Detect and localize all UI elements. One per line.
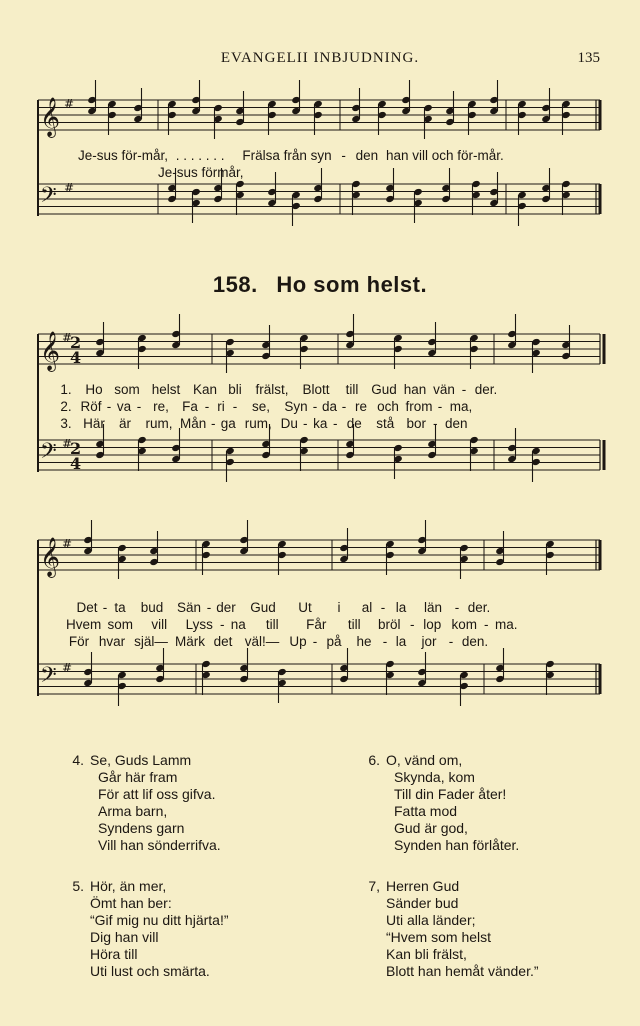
stanza-line: Skynda, kom (394, 769, 475, 785)
lyric-syllable: from (405, 399, 433, 414)
lyric-syllable: he (356, 634, 372, 649)
lyric-syllable: - (312, 399, 318, 414)
key-signature: # (64, 181, 75, 195)
lyric-syllable: der. (474, 382, 498, 397)
lyric-syllable: rum, (244, 416, 272, 431)
lyric-syllable: - (484, 617, 489, 632)
lyric-syllable: han vill och för-mår. (385, 148, 504, 163)
lyric-syllable: Kan (192, 382, 218, 397)
lyric-syllable: det (213, 634, 233, 649)
lyric-syllable: som (114, 382, 140, 397)
lyric-syllable: - (461, 382, 467, 397)
stanza-line: Dig han vill (90, 929, 159, 945)
lyric-syllable: bröl (378, 617, 401, 632)
clef-glyph: 𝄢 (40, 439, 57, 469)
lyric-syllable: jor (421, 634, 437, 649)
stanza-lines (386, 878, 539, 980)
lyric-syllable: rum, (145, 416, 173, 431)
time-signature: 2 (70, 439, 82, 458)
time-signature: 2 (70, 333, 82, 352)
lyric-syllable: den. (461, 634, 489, 649)
lyric-syllable: Röf (80, 399, 102, 414)
lyric-syllable: frälst, (255, 382, 289, 397)
stanza-number: 6. (368, 752, 380, 768)
lyric-syllable: la (395, 600, 407, 615)
stanza-line: Syndens garn (98, 820, 185, 836)
lyric-syllable: Sän (176, 600, 202, 615)
lyric-syllable: ma. (495, 617, 518, 632)
lyric-syllable: ga (220, 416, 236, 431)
lyric-syllable: och (377, 399, 399, 414)
lyric-syllable: - (448, 634, 454, 649)
clef-glyph: 𝄢 (40, 663, 57, 693)
clef-glyph: 𝄞 (40, 537, 61, 577)
stanza-line: “Hvem som helst (386, 929, 492, 945)
lyric-syllable: - (333, 416, 338, 431)
top-lyric-line (78, 148, 608, 163)
stanza-line: “Gif mig nu ditt hjärta!” (90, 912, 229, 928)
stanza-line: Synden han förlåter. (394, 837, 520, 853)
lyric-syllable: - (303, 416, 308, 431)
lyric-syllable: hvar (98, 634, 126, 649)
lyric-syllable: der (216, 600, 236, 615)
lyric-syllable: Je-sus för-mår, (78, 148, 169, 163)
stanza-line: O, vänd om, (386, 752, 463, 768)
lyric-syllable: ri (217, 399, 225, 414)
lyric-syllable: Här (83, 416, 105, 431)
hymn-name: Ho som helst. (276, 272, 428, 297)
lyric-syllable: till (265, 617, 279, 632)
lyric-syllable: da (322, 399, 338, 414)
lyric-syllable: Märk (175, 634, 205, 649)
lyric-syllable: ka (313, 416, 328, 431)
stanza-line: Se, Guds Lamm (90, 752, 192, 768)
key-signature: # (64, 97, 75, 111)
lyric-syllable: re, (153, 399, 169, 414)
stanza-line: För att lif oss gifva. (98, 786, 216, 802)
lyric-syllable: - (136, 399, 142, 414)
lyric-syllable: 3. (60, 416, 72, 431)
lyric-syllable: la (395, 634, 407, 649)
lyric-syllable: Lyss (185, 617, 213, 632)
lyric-syllable: - (204, 399, 210, 414)
lyric-syllable: län (423, 600, 442, 615)
lyric-syllable: han (403, 382, 427, 397)
stanza-line: Blott han hemåt vänder.” (386, 963, 539, 979)
lyric-syllable: som (107, 617, 134, 632)
lyric-verse-2 (56, 399, 479, 414)
lyric-syllable: själ— (134, 634, 168, 649)
lyric-syllable: - (382, 634, 388, 649)
stanza-lines (90, 752, 221, 854)
key-signature: # (62, 537, 73, 551)
stanza-lines (90, 878, 229, 980)
lyric-syllable: - (454, 600, 460, 615)
lyric-syllable: Syn (284, 399, 308, 414)
lyric-syllable: - (232, 399, 238, 414)
lyric-syllable: stå (376, 416, 395, 431)
lyric-syllable: Blott (302, 382, 330, 397)
lyric-syllable: - (380, 600, 386, 615)
lyric-syllable: Frälsa från syn (242, 148, 332, 163)
time-signature: 4 (70, 348, 82, 367)
lyric-verse-1 (56, 382, 504, 397)
lyric-syllable: - (220, 617, 225, 632)
stanza-number: 7, (368, 878, 380, 894)
stanza-line: Till din Fader åter! (394, 786, 507, 802)
lyric-verse-1 (76, 600, 498, 615)
stanza-line: Hör, än mer, (90, 878, 167, 894)
lyric-verse-3 (56, 416, 474, 431)
stanza-line: Herren Gud (386, 878, 460, 894)
key-signature: # (62, 661, 73, 675)
lyric-syllable: . . . . . . . (175, 148, 225, 163)
lyric-syllable: Ho (85, 382, 103, 397)
lyric-syllable: den (355, 148, 379, 163)
stanza-line: Höra till (90, 946, 138, 962)
key-signature: # (62, 331, 73, 345)
stanza-number: 5. (72, 878, 84, 894)
stanza-line: Ömt han ber: (90, 895, 172, 911)
lyric-syllable: 2. (60, 399, 72, 414)
clef-glyph: 𝄞 (40, 97, 61, 137)
lyric-syllable: i (337, 600, 341, 615)
lyric-syllable: Gud (250, 600, 276, 615)
time-signature: 4 (70, 454, 82, 473)
lyric-syllable: - (102, 600, 108, 615)
lyric-syllable: bor (406, 416, 427, 431)
clef-glyph: 𝄢 (40, 183, 57, 213)
lyric-verse-3 (66, 634, 496, 649)
running-head: EVANGELII INBJUDNING. (220, 50, 420, 66)
lyric-syllable: bud (140, 600, 164, 615)
lyric-syllable: na (230, 617, 246, 632)
stanza-line: Fatta mod (394, 803, 458, 819)
lyric-syllable: bli (228, 382, 242, 397)
lyric-syllable: till (347, 617, 361, 632)
lyric-syllable: Hvem (66, 617, 102, 632)
stanza-line: Uti alla länder; (386, 912, 476, 928)
top-lyric-line-2: Je-sus förmår, (158, 165, 244, 180)
lyric-syllable: de (346, 416, 362, 431)
lyric-syllable: - (437, 399, 443, 414)
lyric-syllable: - (106, 399, 112, 414)
lyric-syllable: väl!— (244, 634, 280, 649)
stanza-lines (386, 752, 519, 854)
lyric-syllable: vän (433, 382, 455, 397)
lyric-syllable: ta (114, 600, 126, 615)
lyric-syllable: Gud (371, 382, 397, 397)
lyric-syllable: - (433, 416, 438, 431)
lyric-syllable: - (410, 617, 415, 632)
lyric-syllable: ma, (449, 399, 473, 414)
clef-glyph: 𝄞 (40, 331, 61, 371)
lyric-syllable: Up (289, 634, 307, 649)
stanza-line: Går här fram (98, 769, 178, 785)
lyric-syllable: Fa (182, 399, 198, 414)
lyric-syllable: Mån (180, 416, 207, 431)
lyric-syllable: Det (76, 600, 98, 615)
lyric-syllable: 1. (60, 382, 72, 397)
lyric-syllable: - (211, 416, 216, 431)
lyric-syllable: - (206, 600, 212, 615)
lyric-syllable: den (445, 416, 468, 431)
hymn-title (0, 272, 640, 298)
lyric-syllable: Får (306, 617, 327, 632)
lyric-verse-2 (66, 617, 523, 632)
stanza-line: Vill han sönderrifva. (98, 837, 221, 853)
stanza-number: 4. (72, 752, 84, 768)
lyric-syllable: der. (467, 600, 491, 615)
page-number: 135 (577, 50, 600, 66)
key-signature: # (62, 437, 73, 451)
stanza-line: Sänder bud (386, 895, 459, 911)
lyric-syllable: kom (451, 617, 478, 632)
stanza-line: Arma barn, (98, 803, 168, 819)
lyric-syllable: re (355, 399, 368, 414)
lyric-syllable: - (341, 148, 346, 163)
lyric-syllable: till (345, 382, 359, 397)
lyric-syllable: Ut (298, 600, 312, 615)
lyric-syllable: al (361, 600, 373, 615)
hymn-number: 158. (212, 272, 258, 297)
stanza-line: Kan bli frälst, (386, 946, 467, 962)
lyric-syllable: Du (280, 416, 298, 431)
lyric-syllable: För (68, 634, 90, 649)
stanza-line: Uti lust och smärta. (90, 963, 210, 979)
lyric-syllable: se, (251, 399, 270, 414)
lyric-syllable: vill (151, 617, 168, 632)
lyric-syllable: helst (151, 382, 181, 397)
lyric-syllable: - (341, 399, 347, 414)
lyric-syllable: va (116, 399, 132, 414)
lyric-syllable: är (118, 416, 131, 431)
lyric-syllable: på (326, 634, 342, 649)
lyric-syllable: lop (423, 617, 442, 632)
stanza-line: Gud är god, (394, 820, 468, 836)
lyric-syllable: - (312, 634, 318, 649)
